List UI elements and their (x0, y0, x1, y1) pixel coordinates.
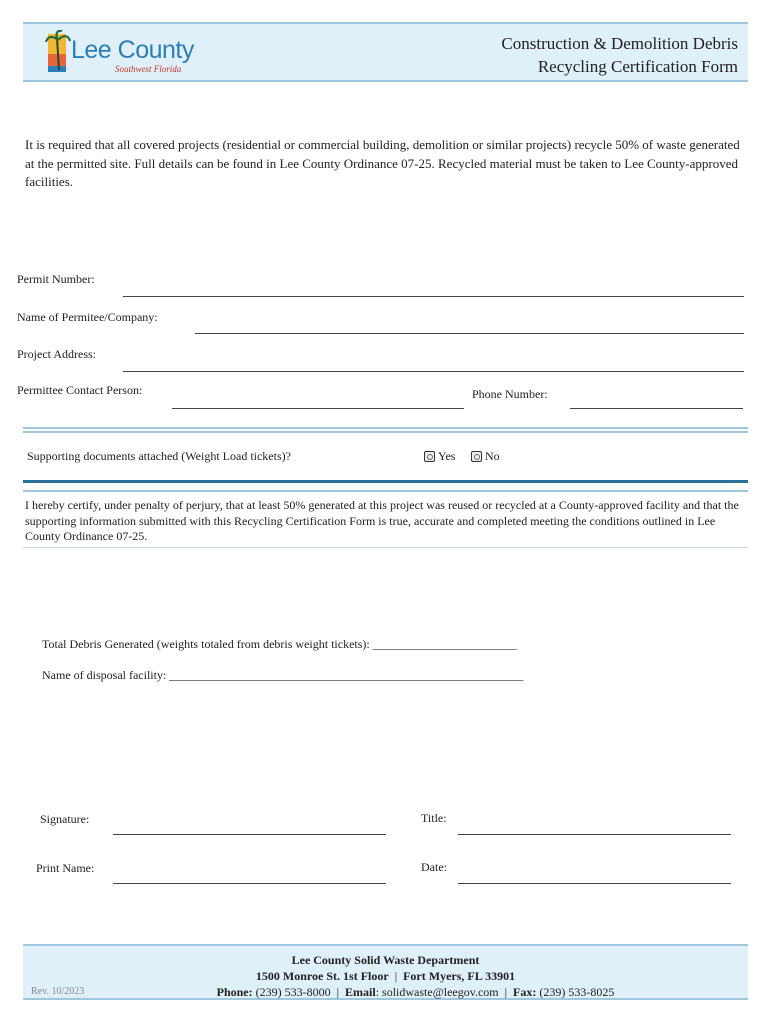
date-field[interactable] (458, 883, 731, 884)
footer-email-label: Email (345, 985, 376, 999)
yes-option[interactable] (424, 449, 455, 464)
signature-label: Signature: (40, 812, 90, 826)
form-title (501, 32, 738, 78)
print-name-field[interactable] (113, 883, 386, 884)
footer-phone: (239) 533-8000 (255, 985, 331, 999)
print-name-label: Print Name: (36, 861, 95, 875)
permittee-name-label: Name of Permitee/Company: (17, 310, 158, 324)
yes-checkbox[interactable] (424, 451, 435, 462)
project-address-label: Project Address: (17, 347, 96, 361)
certification-statement: I hereby certify, under penalty of perjury, that at least 50% generated at this project was reused or recycled at a County-approved facility and that the supporting information submitted with this Recycling Certification Form is true, accurate and completed meeting the conditions outlined in Lee County Ordinance 07-25. (25, 498, 739, 543)
footer-phone-label: Phone: (216, 985, 253, 999)
form-header (23, 22, 748, 82)
footer (23, 944, 748, 1000)
footer-separator-3: | (504, 985, 508, 999)
form-title-line2: Recycling Certification Form (537, 57, 738, 76)
permittee-name-field[interactable] (195, 333, 744, 334)
intro-paragraph: It is required that all covered projects (residential or commercial building, demolition or similar projects) recycle 50% of waste generated at the permitted site. Full details can be found in Lee County Ordinance 07-25. Recycled material must be taken to Lee County-approved facilities. (25, 137, 740, 189)
divider-top (23, 427, 748, 429)
project-address-field[interactable] (123, 371, 744, 372)
footer-city: Fort Myers, FL 33901 (403, 969, 516, 983)
lee-county-logo (45, 30, 205, 78)
footer-fax: (239) 533-8025 (539, 985, 615, 999)
permit-number-field[interactable] (123, 296, 744, 297)
title-field[interactable] (458, 834, 731, 835)
phone-number-label: Phone Number: (472, 387, 548, 401)
footer-fax-label: Fax: (513, 985, 537, 999)
footer-email[interactable]: : solidwaste@leegov.com (375, 985, 499, 999)
title-label: Title: (421, 811, 447, 825)
permit-number-label: Permit Number: (17, 272, 95, 286)
footer-street: 1500 Monroe St. 1st Floor (255, 969, 389, 983)
certification-divider (23, 547, 748, 548)
yes-label: Yes (438, 449, 456, 463)
date-label: Date: (421, 860, 447, 874)
revision-date: Rev. 10/2023 (31, 986, 85, 997)
signature-field[interactable] (113, 834, 386, 835)
total-debris-label: Total Debris Generated (weights totaled from debris weight tickets): ________________________ (42, 637, 517, 651)
no-checkbox[interactable] (471, 451, 482, 462)
contact-person-field[interactable] (172, 408, 464, 409)
logo-name: Lee County (71, 36, 194, 64)
no-label: No (485, 449, 500, 463)
footer-dept: Lee County Solid Waste Department (291, 953, 480, 967)
contact-person-label: Permittee Contact Person: (17, 383, 143, 397)
footer-separator-2: | (336, 985, 340, 999)
supporting-docs-question: Supporting documents attached (Weight Load tickets)? (27, 449, 291, 463)
disposal-facility-label: Name of disposal facility: ___________________________________________________________ (42, 668, 524, 682)
logo-tagline: Southwest Florida (115, 64, 182, 74)
phone-number-field[interactable] (570, 408, 743, 409)
footer-contacts (23, 984, 748, 1000)
form-title-line1: Construction & Demolition Debris (501, 34, 738, 53)
divider-blue (23, 480, 748, 483)
palm-tree-icon (45, 30, 71, 76)
no-option[interactable] (471, 449, 500, 464)
footer-address (23, 968, 748, 984)
divider-light (23, 490, 748, 492)
divider-top-2 (23, 431, 748, 433)
footer-separator: | (394, 969, 398, 983)
